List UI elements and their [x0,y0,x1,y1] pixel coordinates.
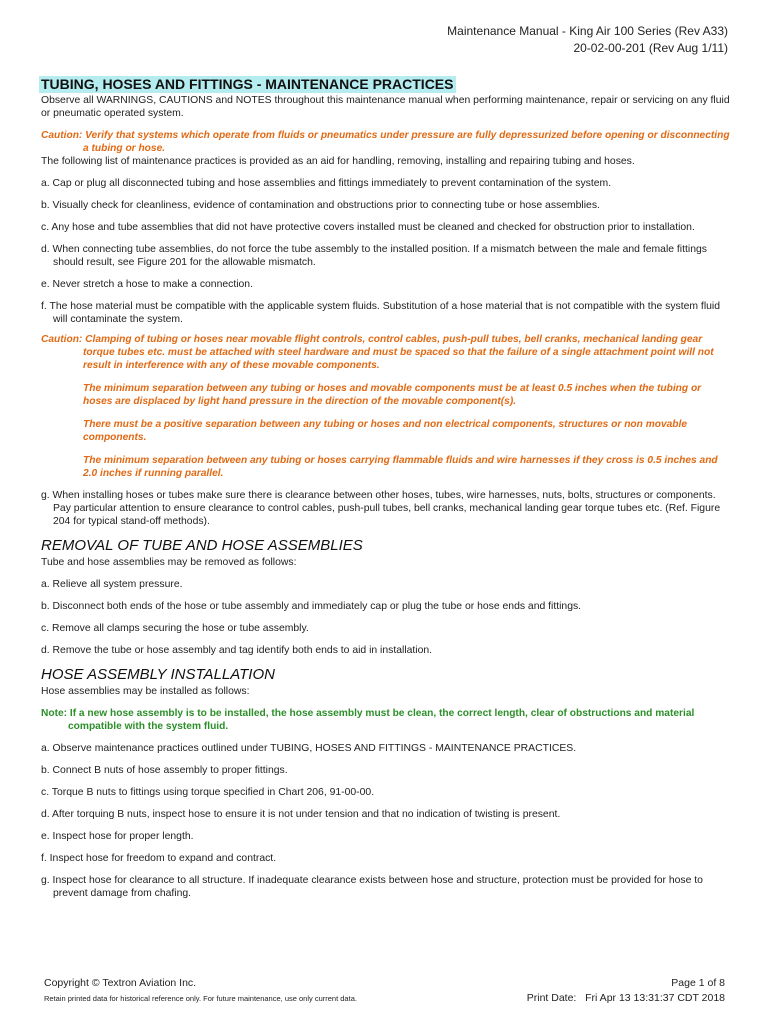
section-title-removal: REMOVAL OF TUBE AND HOSE ASSEMBLIES [41,537,363,554]
caution-detail: The minimum separation between any tubing or hoses and movable components must be at least 0.5 inches when the tubing or hoses are displaced by light hand pressure in the direction of the movable component(s). [83,383,702,407]
intro-paragraph: Observe all WARNINGS, CAUTIONS and NOTES throughout this maintenance manual when performing maintenance, repair or servicing on any fluid or pneumatic operated system. [41,95,730,119]
list-item: a. Relieve all system pressure. [41,579,183,590]
list-item: g. When installing hoses or tubes make sure there is clearance between other hoses, tubes, wire harnesses, nuts, bolts, structures or components. Pay particular attention to ensure clearance to control cables, push-pull tubes, bell cranks, mechanical landing gear torque tubes etc. (Ref. Figure 204 for typical stand-off methods). [41,490,721,527]
copyright: Copyright © Textron Aviation Inc. [44,977,197,989]
list-item: e. Never stretch a hose to make a connection. [41,279,253,290]
list-item: f. Inspect hose for freedom to expand and contract. [41,853,277,864]
installation-intro: Hose assemblies may be installed as follows: [41,686,250,697]
document-code: 20-02-00-201 (Rev Aug 1/11) [573,41,728,55]
list-item: d. Remove the tube or hose assembly and tag identify both ends to aid in installation. [41,645,433,656]
list-item: b. Connect B nuts of hose assembly to proper fittings. [41,765,288,776]
page-number: Page 1 of 8 [671,977,725,989]
list-item: a. Observe maintenance practices outlined under TUBING, HOSES AND FITTINGS - MAINTENANCE PRACTICES. [41,743,577,754]
list-item: d. After torquing B nuts, inspect hose to ensure it is not under tension and that no indication of twisting is present. [41,809,561,820]
list-item: g. Inspect hose for clearance to all structure. If inadequate clearance exists between hose and structure, protection must be provided for hose to prevent damage from chafing. [41,875,703,899]
list-item: c. Remove all clamps securing the hose or tube assembly. [41,623,309,634]
removal-intro: Tube and hose assemblies may be removed as follows: [41,557,297,568]
list-item: c. Any hose and tube assemblies that did not have protective covers installed must be cleaned and checked for obstruction prior to installation. [41,222,695,233]
list-item: e. Inspect hose for proper length. [41,831,194,842]
list-item: c. Torque B nuts to fittings using torque specified in Chart 206, 91-00-00. [41,787,375,798]
lead-paragraph: The following list of maintenance practices is provided as an aid for handling, removing, installing and repairing tubing and hoses. [41,156,635,167]
caution-detail: There must be a positive separation between any tubing or hoses and non electrical components, structures or non movable components. [83,419,688,443]
caution-detail: The minimum separation between any tubing or hoses carrying flammable fluids and wire harnesses if they cross is 0.5 inches and 2.0 inches if running parallel. [83,455,718,479]
section-title-installation: HOSE ASSEMBLY INSTALLATION [41,666,275,683]
manual-title: Maintenance Manual - King Air 100 Series (Rev A33) [447,24,728,38]
section-title-maintenance-practices: TUBING, HOSES AND FITTINGS - MAINTENANCE PRACTICES [41,76,454,92]
list-item: a. Cap or plug all disconnected tubing and hose assemblies and fittings immediately to prevent contamination of the system. [41,178,612,189]
page-header [447,23,728,57]
list-item: d. When connecting tube assemblies, do not force the tube assembly to the installed position. If a mismatch between the male and female fittings should result, see Figure 201 for the allowable mismatch. [41,244,707,268]
list-item: b. Disconnect both ends of the hose or tube assembly and immediately cap or plug the tube or hose ends and fittings. [41,601,582,612]
caution-depressurize: Caution: Verify that systems which operate from fluids or pneumatics under pressure are fully depressurized before opening or disconnecting a tubing or hose. [41,130,730,154]
page-content [41,76,731,909]
print-date: Print Date: Fri Apr 13 13:31:37 CDT 2018 [526,992,725,1004]
retention-notice: Retain printed data for historical reference only. For future maintenance, use only current data. [44,994,357,1003]
list-item: f. The hose material must be compatible with the applicable system fluids. Substitution of a hose material that is not compatible with the system fluid will contaminate the system. [41,301,720,325]
note-new-hose: Note: If a new hose assembly is to be installed, the hose assembly must be clean, the correct length, clear of obstructions and material compatible with the system fluid. [41,708,695,732]
caution-clamping: Caution: Clamping of tubing or hoses near movable flight controls, control cables, push-pull tubes, bell cranks, mechanical landing gear torque tubes etc. must be attached with steel hardware and must be spaced so that the failure of a single attachment point will not result in interference with any of these movable components. [41,334,714,371]
list-item: b. Visually check for cleanliness, evidence of contamination and obstructions prior to connecting tube or hose assemblies. [41,200,600,211]
